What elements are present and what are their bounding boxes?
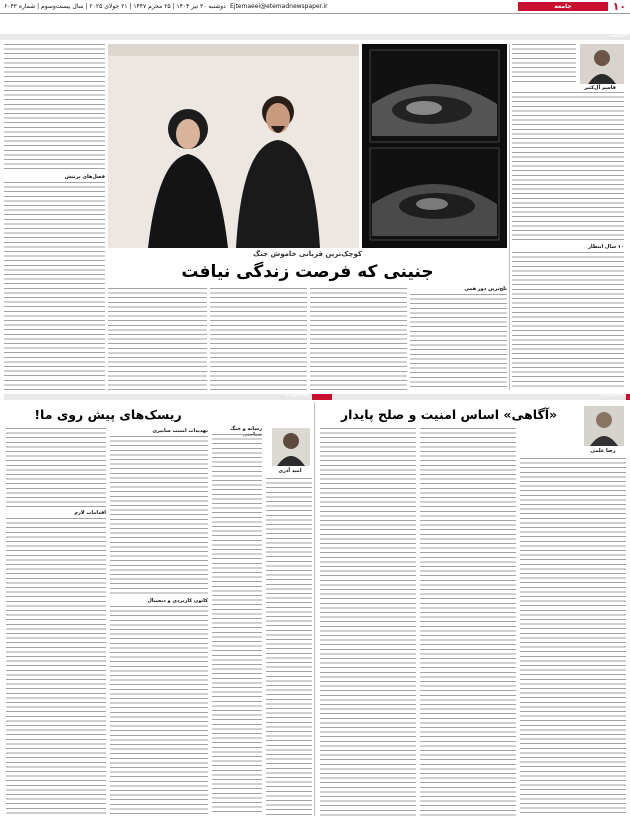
- note1-col-2: [420, 428, 516, 816]
- note1-title: «آگاهی» اساس امنیت و صلح پایدار: [340, 407, 558, 422]
- note2-col-4b: [6, 518, 106, 816]
- article-title: جنینی که فرصت زندگی نیافت: [181, 262, 434, 282]
- note2-col-4a: [6, 428, 106, 508]
- page-header: [0, 0, 630, 14]
- author-photo: [580, 44, 624, 84]
- note1-label: یادداشت ۱: [599, 393, 623, 398]
- note1-author-name: رضا علمی: [590, 448, 616, 454]
- note2-col-3a: [110, 436, 208, 596]
- note2-subhead-d: کانون کاربردی و دیجیتال: [147, 598, 208, 604]
- lead-subhead: تلخ‌ترین دور همی: [464, 286, 507, 292]
- column-divider: [509, 44, 510, 390]
- article-col-4: [108, 288, 207, 390]
- couple-photo: [108, 44, 359, 248]
- top-left-text-a: [4, 44, 105, 172]
- bottom-divider: [314, 402, 315, 816]
- note1-col-3: [320, 428, 416, 816]
- article-col-2: [310, 288, 407, 390]
- top-right-text-a: [512, 44, 576, 84]
- subhead-ten-years: ۱۰ سال انتظار: [588, 244, 624, 250]
- page-number: ۱۰: [612, 0, 626, 13]
- note2-author-photo: [272, 428, 310, 466]
- author-name: قاسم آل‌کثیر: [584, 85, 616, 91]
- section-email: Ejtemaeei@etemadnewspaper.ir: [230, 3, 328, 10]
- note2-subhead-a: رسانه و جنگ: [230, 426, 262, 432]
- note2-author-name: امید آذری: [278, 468, 302, 474]
- note2-label-bar: [4, 394, 332, 400]
- report-label: گزارش: [611, 33, 627, 38]
- article-col-1: [410, 294, 507, 390]
- subhead-tense-seasons: فصل‌های پرتنش: [64, 174, 105, 180]
- article-col-3: [210, 288, 307, 390]
- article-supertitle: کوچک‌ترین قربانی خاموش جنگ: [253, 250, 362, 258]
- note2-title: ریسک‌های پیش روی ما!: [34, 407, 182, 422]
- top-left-text-b: [4, 182, 105, 390]
- note1-col-1: [520, 458, 626, 816]
- note2-col-3b: [110, 606, 208, 816]
- note1-label-bar: [316, 394, 630, 400]
- top-right-text-c: [512, 252, 624, 390]
- note2-subhead-b: تهدیدات امنیت سایبری: [152, 428, 208, 434]
- date-line: دوشنبه ۳۰ تیر ۱۴۰۴ | ۲۵ محرم ۱۴۴۷ | ۲۱ جولای ۲۰۲۵ | سال بیست‌وسوم | شماره ۶۰۴۳: [4, 3, 226, 10]
- note2-subhead-c: اقدامات لازم: [74, 510, 106, 516]
- note2-col-1: [266, 478, 312, 816]
- note2-label: یادداشت ۲: [285, 393, 309, 398]
- top-right-text-b: [512, 92, 624, 242]
- section-label: جامعه: [518, 2, 608, 11]
- note1-author-photo: [584, 406, 624, 446]
- note2-col-2: [212, 434, 262, 816]
- ultrasound-image: [362, 44, 507, 248]
- report-label-bar: [0, 34, 630, 40]
